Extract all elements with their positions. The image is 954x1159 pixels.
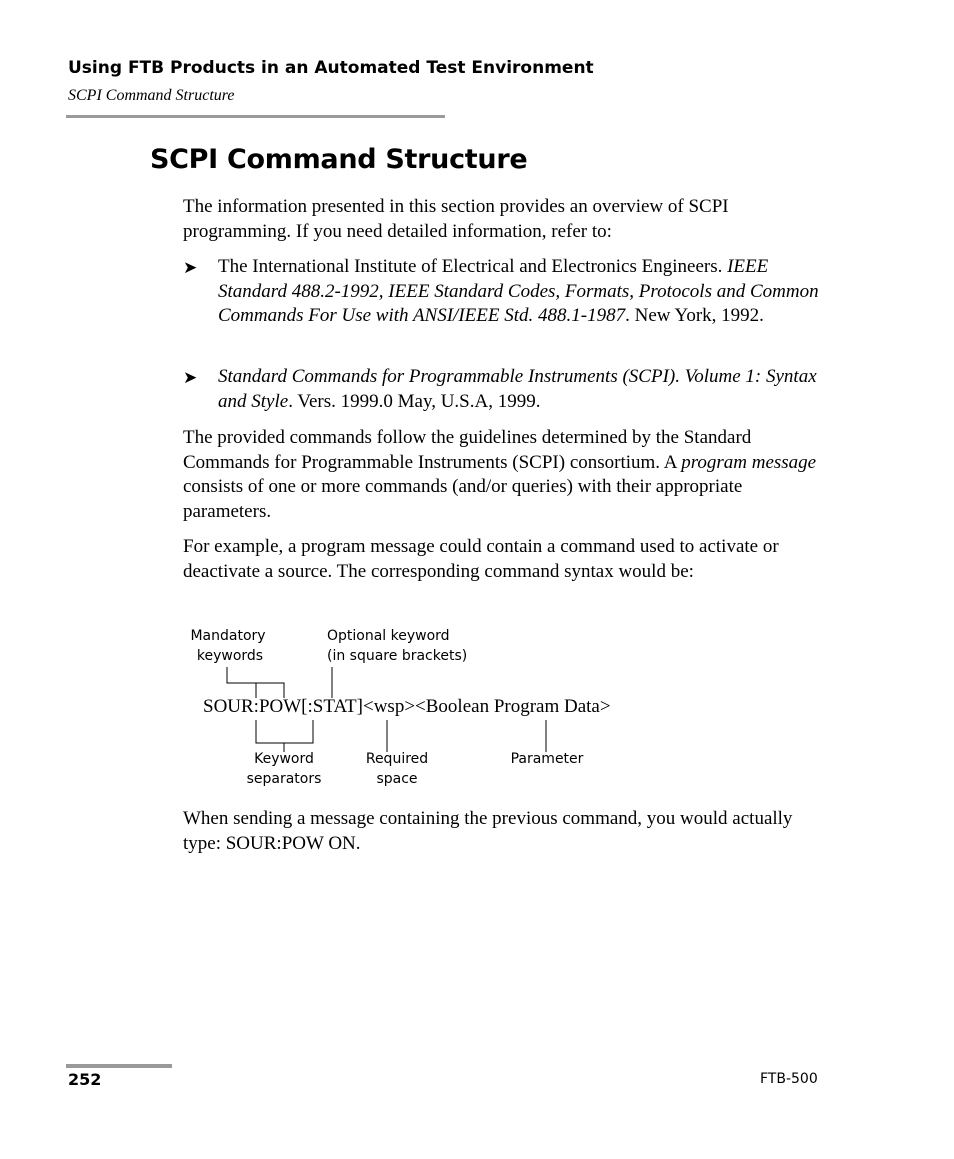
bullet-arrow-icon: ➤ xyxy=(183,368,198,387)
separators-bracket xyxy=(256,720,313,743)
bullet-item-scpi-publication: . Vers. 1999.0 May, U.S.A, 1999. xyxy=(288,390,541,412)
label-space-line2: space xyxy=(376,770,418,787)
product-name: FTB-500 xyxy=(760,1071,818,1087)
bullet-item-scpi-title: Standard Commands for Programmable Instruments (SCPI). Volume 1: Syntax and Style xyxy=(218,366,817,412)
label-separators-line2: separators xyxy=(246,770,322,787)
bullet-item-ieee-text: The International Institute of Electrical and Electronics Engineers. xyxy=(218,256,728,277)
label-optional-line1: Optional keyword xyxy=(327,628,450,644)
example-paragraph: For example, a program message could contain a command used to activate or deactivate a source. The corresponding command syntax would be: xyxy=(183,536,779,582)
bullet-arrow-icon: ➤ xyxy=(183,258,198,277)
bullet-item-ieee-title: IEEE Standard 488.2-1992, IEEE Standard Codes, Formats, Protocols and Common Commands For Use with ANSI/IEEE Std. 488.1-1987 xyxy=(218,256,819,326)
running-header-subtitle: SCPI Command Structure xyxy=(68,87,235,104)
guidelines-text-end: consists of one or more commands (and/or queries) with their appropriate parameters. xyxy=(183,476,743,522)
section-title: SCPI Command Structure xyxy=(150,144,528,175)
label-mandatory-line2: keywords xyxy=(196,647,264,664)
guidelines-text: The provided commands follow the guidelines determined by the Standard Commands for Programmable Instruments (SCPI) consortium. A xyxy=(183,427,752,473)
intro-paragraph: The information presented in this section provides an overview of SCPI programming. If you need detailed information, refer to: xyxy=(183,196,729,242)
label-space-line1: Required xyxy=(365,751,429,767)
label-required-space xyxy=(357,750,437,789)
bullet-item-ieee-publication: . New York, 1992. xyxy=(625,305,764,326)
label-parameter: Parameter xyxy=(510,751,584,767)
label-optional-line2: (in square brackets) xyxy=(327,647,468,664)
label-separators-line1: Keyword xyxy=(254,751,314,767)
running-header-title: Using FTB Products in an Automated Test Environment xyxy=(68,58,594,78)
label-keyword-separators xyxy=(244,750,324,789)
page-number: 252 xyxy=(68,1070,102,1089)
typing-example-paragraph: When sending a message containing the previous command, you would actually type: SOUR:POW ON. xyxy=(183,808,793,854)
label-mandatory-line1: Mandatory xyxy=(190,628,266,644)
command-syntax: SOUR:POW[:STAT]<wsp><Boolean Program Data> xyxy=(203,696,611,717)
footer-rule xyxy=(66,1064,172,1068)
program-message-term: program message xyxy=(681,451,817,473)
